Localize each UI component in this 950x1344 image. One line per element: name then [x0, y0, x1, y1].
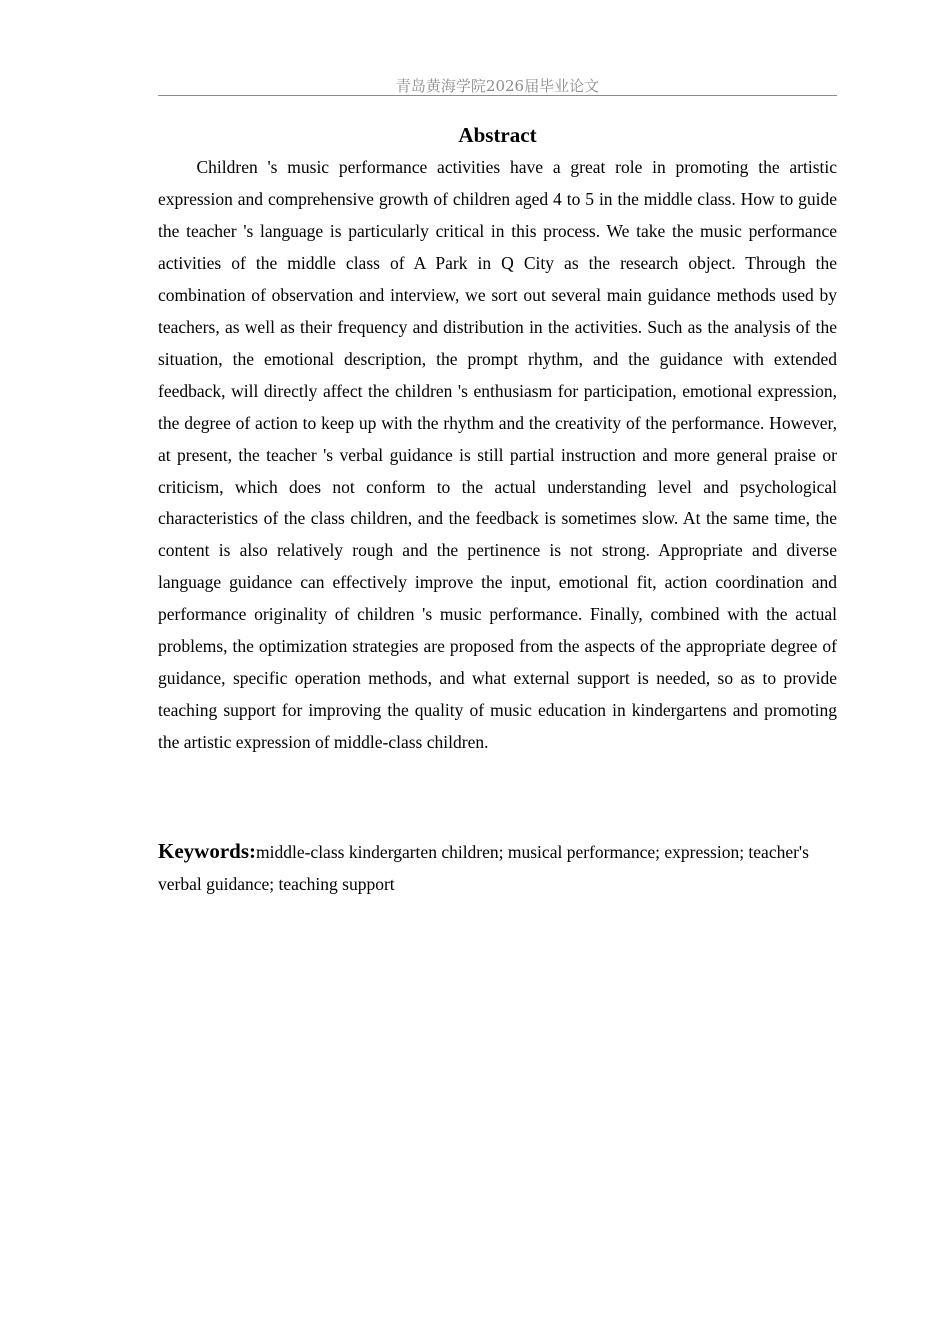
page-header: 青岛黄海学院2026届毕业论文: [158, 77, 837, 96]
abstract-title: Abstract: [458, 123, 537, 147]
keywords-section: [158, 835, 837, 900]
keywords-text: middle-class kindergarten children; musical performance; expression; teacher's verbal guidance; teaching support: [158, 842, 809, 894]
abstract-body: Children 's music performance activities have a great role in promoting the artistic expression and comprehensive growth of children aged 4 to 5 in the middle class. How to guide the teacher 's language is particularly critical in this process. We take the music performance activities of the middle class of A Park in Q City as the research object. Through the combination of observation and interview, we sort out several main guidance methods used by teachers, as well as their frequency and distribution in the activities. Such as the analysis of the situation, the emotional description, the prompt rhythm, and the guidance with extended feedback, will directly affect the children 's enthusiasm for participation, emotional expression, the degree of action to keep up with the rhythm and the creativity of the performance. However, at present, the teacher 's verbal guidance is still partial instruction and more general praise or criticism, which does not conform to the actual understanding level and psychological characteristics of the class children, and the feedback is sometimes slow. At the same time, the content is also relatively rough and the pertinence is not strong. Appropriate and diverse language guidance can effectively improve the input, emotional fit, action coordination and performance originality of children 's music performance. Finally, combined with the actual problems, the optimization strategies are proposed from the aspects of the appropriate degree of guidance, specific operation methods, and what external support is needed, so as to provide teaching support for improving the quality of music education in kindergartens and promoting the artistic expression of middle-class children.: [158, 157, 837, 753]
keywords-label: Keywords:: [158, 839, 256, 863]
